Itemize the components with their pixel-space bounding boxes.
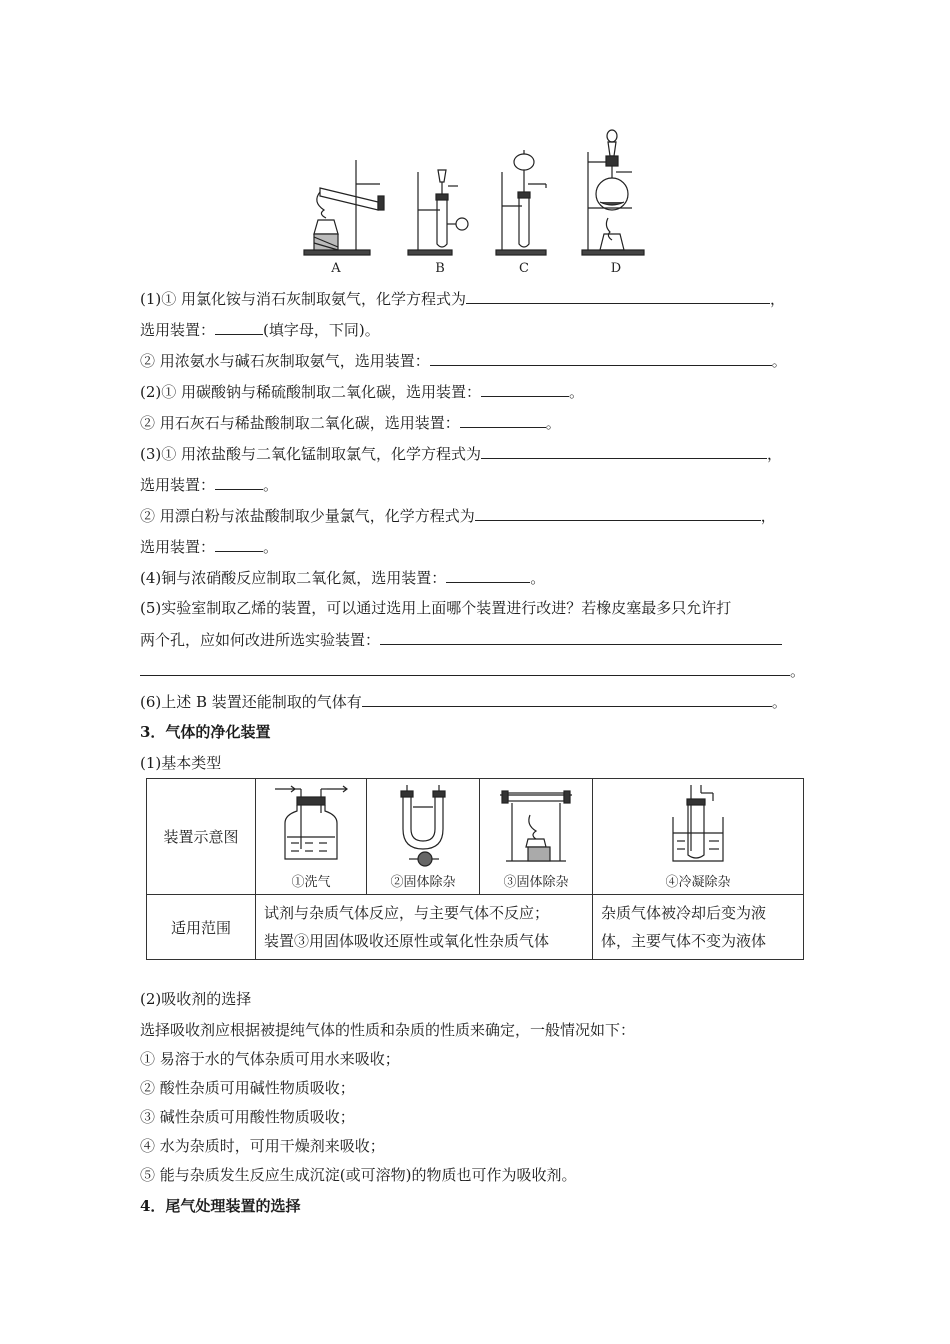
purification-table [146,778,804,960]
row-label-diagram: 装置示意图 [147,779,256,895]
answer-blank[interactable] [362,691,772,707]
section3-intro: 选择吸收剂应根据被提纯气体的性质和杂质的性质来确定，一般情况如下： [140,1021,636,1039]
apparatus-b [408,170,468,255]
q3-line3: ② 用漂白粉与浓盐酸制取少量氯气，化学方程式为 ， [140,507,776,525]
scope-condense: 杂质气体被冷却后变为液 体，主要气体不变为液体 [593,895,804,960]
q3-line4: 选用装置： 。 [140,538,279,556]
q3-line2: 选用装置： 。 [140,476,279,494]
diagram-solid-2 [480,779,593,895]
gas-washing-bottle-icon [261,783,361,867]
q1-line3: ② 用浓氨水与碱石灰制取氨气，选用装置： 。 [140,352,787,370]
apparatus-figure [290,122,660,282]
answer-blank[interactable] [475,505,761,521]
q2-line2: ② 用石灰石与稀盐酸制取二氧化碳，选用装置： 。 [140,414,561,432]
answer-blank[interactable] [430,350,772,366]
answer-blank[interactable] [215,536,263,552]
answer-blank[interactable] [481,443,767,459]
q3-line1: (3)① 用浓盐酸与二氧化锰制取氯气，化学方程式为 ， [140,445,783,463]
answer-blank[interactable] [215,474,263,490]
label-b: B [435,261,445,276]
label-c: C [519,261,529,276]
diagram-condense [593,779,804,895]
list-item: ① 易溶于水的气体杂质可用水来吸收； [140,1050,400,1068]
q1-line2: 选用装置： (填字母，下同)。 [140,321,380,339]
row-label-scope: 适用范围 [147,895,256,960]
hard-glass-tube-icon [486,783,586,867]
q5-line3: 。 [140,660,805,681]
label-a: A [331,261,341,276]
list-item: ④ 水为杂质时，可用干燥剂来吸收； [140,1137,385,1155]
apparatus-c [496,150,546,255]
list-item: ⑤ 能与杂质发生反应生成沉淀(或可溶物)的物质也可作为吸收剂。 [140,1166,577,1184]
label-d: D [610,261,622,276]
caption-solid-1: ②固体除杂 [390,875,456,890]
caption-solid-2: ③固体除杂 [503,875,569,890]
q1-line1: (1)① 用氯化铵与消石灰制取氨气，化学方程式为 ， [140,290,786,308]
answer-blank[interactable] [466,288,770,304]
apparatus-d [582,130,644,255]
section3-heading: 3．气体的净化装置 [140,723,271,741]
q6-line1: (6)上述 B 装置还能制取的气体有 。 [140,693,787,711]
apparatus-a [304,160,384,255]
answer-blank[interactable] [460,412,546,428]
caption-condense: ④冷凝除杂 [665,875,731,890]
answer-blank[interactable] [380,629,782,645]
scope-solid-wash: 试剂与杂质气体反应，与主要气体不反应； 装置③用固体吸收还原性或氧化性杂质气体 [256,895,593,960]
list-item: ③ 碱性杂质可用酸性物质吸收； [140,1108,355,1126]
section3-sub2: (2)吸收剂的选择 [140,990,252,1008]
list-item: ② 酸性杂质可用碱性物质吸收； [140,1079,355,1097]
answer-blank[interactable] [215,319,263,335]
q5-line1: (5)实验室制取乙烯的装置，可以通过选用上面哪个装置进行改进？若橡皮塞最多只允许打 [140,599,732,617]
answer-blank[interactable] [481,381,569,397]
q5-line2: 两个孔，应如何改进所选实验装置： [140,629,782,650]
section3-sub1: (1)基本类型 [140,754,222,772]
answer-blank[interactable] [446,567,530,583]
caption-wash: ①洗气 [291,875,331,890]
answer-blank[interactable] [140,660,790,676]
cold-trap-icon [643,783,753,867]
diagram-solid-1 [367,779,480,895]
diagram-wash [256,779,367,895]
q2-line1: (2)① 用碳酸钠与稀硫酸制取二氧化碳，选用装置： 。 [140,383,585,401]
u-tube-drying-icon [373,783,473,867]
q4-line1: (4)铜与浓硝酸反应制取二氧化氮，选用装置： 。 [140,569,546,587]
section4-heading: 4．尾气处理装置的选择 [140,1197,301,1215]
